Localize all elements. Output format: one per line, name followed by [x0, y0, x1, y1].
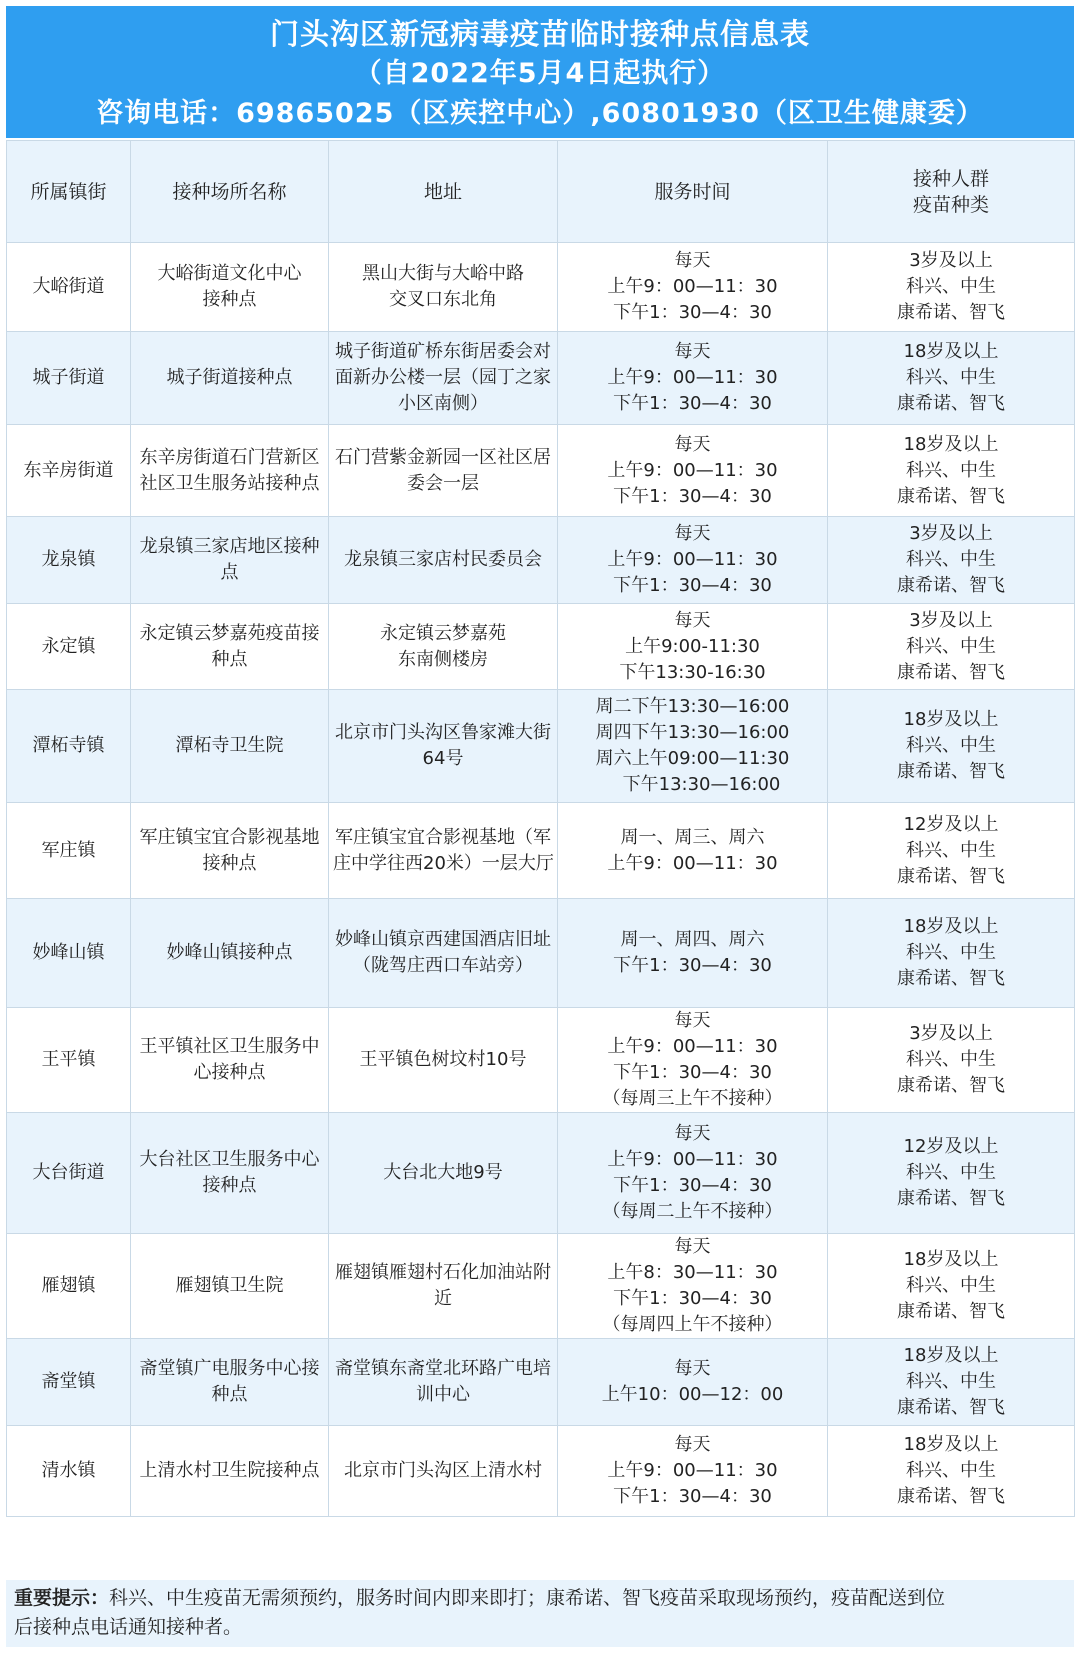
cell-text-line: 下午1：30—4：30 — [613, 575, 772, 596]
important-notice — [6, 1580, 1074, 1647]
cell-text-line: 军庄镇宝宜合影视基地 — [139, 826, 320, 848]
table-row — [7, 332, 1075, 425]
effective-date: （自2022年5月4日起执行） — [354, 58, 726, 89]
cell-text-line: 上午8：30—11：30 — [607, 1262, 778, 1283]
service-hours-cell — [558, 425, 828, 517]
cell-text-line: 妙峰山镇京西建国酒店旧址 — [335, 929, 551, 950]
cell-text-line: 城子街道 — [32, 367, 105, 388]
cell-text-line: 训中心 — [416, 1384, 470, 1405]
cell-text-line: 接种点 — [202, 289, 257, 310]
cell-text-line: 北京市门头沟区鲁家滩大街 — [335, 722, 551, 743]
cell-text-line: 龙泉镇三家店地区接种 — [139, 536, 320, 557]
site-name-cell — [131, 604, 329, 690]
notice-label: 重要提示： — [14, 1587, 110, 1609]
site-name-cell — [131, 690, 329, 803]
address-cell — [329, 1113, 558, 1234]
address-cell — [329, 332, 558, 425]
cell-text-line: 大峪街道 — [32, 276, 105, 297]
cell-text-line: 科兴、中生 — [906, 1275, 996, 1296]
town-cell — [7, 1339, 131, 1426]
cell-text-line: （每周二上午不接种） — [602, 1201, 783, 1222]
cell-text-line: 18岁及以上 — [903, 1249, 999, 1270]
cell-text-line: 妙峰山镇接种点 — [166, 942, 293, 963]
cell-text-line: 上午9：00—11：30 — [607, 276, 778, 297]
cell-text-line: 下午1：30—4：30 — [613, 393, 772, 414]
cell-text-line: 雁翅镇 — [41, 1275, 96, 1296]
cell-text-line: 庄中学往西20米）一层大厅 — [333, 852, 554, 874]
cell-text-line: 每天 — [674, 523, 711, 544]
cell-text-line: 心接种点 — [193, 1062, 266, 1083]
cell-text-line: 科兴、中生 — [906, 839, 996, 861]
cell-text-line: （陇驾庄西口车站旁） — [353, 955, 533, 976]
cell-text-line: 康希诺、智飞 — [897, 485, 1005, 507]
cell-text-line: 周一、周四、周六 — [620, 929, 765, 950]
cell-text-line: 王平镇 — [41, 1049, 96, 1070]
cell-text-line: 黑山大街与大峪中路 — [362, 263, 524, 284]
table-row — [7, 1113, 1075, 1234]
target-group-cell — [828, 1008, 1075, 1113]
header-site-name — [131, 141, 329, 243]
cell-text-line: 3岁及以上 — [909, 609, 993, 631]
cell-text-line: 交叉口东北角 — [389, 289, 497, 310]
hotline: 咨询电话：69865025（区疾控中心）,60801930（区卫生健康委） — [96, 98, 984, 129]
cell-text-line: 龙泉镇三家店村民委员会 — [344, 549, 542, 570]
header-service-hours — [558, 141, 828, 243]
cell-text-line: 下午1：30—4：30 — [613, 1175, 772, 1196]
cell-text-line: 每天 — [674, 341, 711, 362]
target-group-cell — [828, 243, 1075, 332]
cell-text-line: 康希诺、智飞 — [897, 1397, 1005, 1418]
cell-text-line: 清水镇 — [41, 1460, 96, 1481]
cell-text-line: 军庄镇 — [41, 839, 96, 861]
cell-text-line: 城子街道矿桥东街居委会对 — [335, 341, 551, 362]
cell-text-line: 雁翅镇卫生院 — [175, 1275, 284, 1296]
cell-text-line: 妙峰山镇 — [32, 942, 105, 963]
cell-text-line: 下午13:30-16:30 — [619, 661, 766, 683]
cell-text-line: 周二下午13:30—16:00 — [595, 696, 790, 717]
cell-text-line: 东南侧楼房 — [398, 648, 488, 670]
cell-text-line: 大峪街道文化中心 — [157, 263, 302, 284]
cell-text-line: 潭柘寺卫生院 — [175, 735, 284, 756]
cell-text-line: 科兴、中生 — [906, 1371, 996, 1392]
site-name-cell — [131, 425, 329, 517]
cell-text-line: 康希诺、智飞 — [897, 1075, 1005, 1096]
cell-text-line: 上午9：00—11：30 — [607, 852, 778, 874]
cell-text-line: 康希诺、智飞 — [897, 575, 1005, 596]
cell-text-line: 上午9：00—11：30 — [607, 1036, 778, 1057]
cell-text-line: 石门营紫金新园一区社区居 — [335, 446, 551, 468]
header-label: 所属镇街 — [30, 180, 107, 203]
address-cell — [329, 243, 558, 332]
cell-text-line: （每周四上午不接种） — [602, 1314, 783, 1335]
cell-text-line: 王平镇色树坟村10号 — [359, 1049, 527, 1070]
table-row — [7, 690, 1075, 803]
table-row — [7, 517, 1075, 604]
table-row — [7, 243, 1075, 332]
cell-text-line: 3岁及以上 — [909, 1023, 993, 1044]
cell-text-line: 每天 — [674, 1358, 711, 1379]
town-cell — [7, 425, 131, 517]
cell-text-line: 18岁及以上 — [903, 916, 999, 937]
service-hours-cell — [558, 1339, 828, 1426]
cell-text-line: 18岁及以上 — [903, 341, 999, 362]
address-cell — [329, 690, 558, 803]
target-group-cell — [828, 425, 1075, 517]
cell-text-line: 斋堂镇东斋堂北环路广电培 — [335, 1358, 551, 1379]
header-label: 接种场所名称 — [172, 180, 287, 203]
cell-text-line: 18岁及以上 — [903, 709, 999, 730]
address-cell — [329, 1339, 558, 1426]
cell-text-line: 康希诺、智飞 — [897, 1188, 1005, 1209]
cell-text-line: 3岁及以上 — [909, 523, 993, 544]
cell-text-line: 康希诺、智飞 — [897, 302, 1005, 323]
cell-text-line: 城子街道接种点 — [166, 367, 293, 388]
target-group-cell — [828, 332, 1075, 425]
cell-text-line: 上午10：00—12：00 — [601, 1384, 784, 1405]
notice-text-line1: 科兴、中生疫苗无需须预约，服务时间内即来即打；康希诺、智飞疫苗采取现场预约，疫苗配送到位 — [109, 1587, 946, 1609]
header-label: 疫苗种类 — [912, 193, 989, 216]
address-cell — [329, 425, 558, 517]
target-group-cell — [828, 690, 1075, 803]
town-cell — [7, 604, 131, 690]
cell-text-line: 周四下午13:30—16:00 — [595, 722, 790, 743]
cell-text-line: 每天 — [674, 250, 711, 271]
cell-text-line: 科兴、中生 — [906, 459, 996, 481]
cell-text-line: 上午9：00—11：30 — [607, 1149, 778, 1170]
cell-text-line: 种点 — [211, 648, 248, 670]
header-label: 地址 — [423, 180, 462, 203]
cell-text-line: 社区卫生服务站接种点 — [139, 472, 320, 494]
cell-text-line: 每天 — [674, 1123, 711, 1144]
target-group-cell — [828, 899, 1075, 1008]
cell-text-line: 上午9:00-11:30 — [625, 635, 760, 657]
target-group-cell — [828, 517, 1075, 604]
cell-text-line: 永定镇云梦嘉苑疫苗接 — [139, 622, 320, 644]
site-name-cell — [131, 1008, 329, 1113]
cell-text-line: 科兴、中生 — [906, 1162, 996, 1183]
cell-text-line: 军庄镇宝宜合影视基地（军 — [335, 826, 551, 848]
table-row — [7, 803, 1075, 899]
cell-text-line: （每周三上午不接种） — [602, 1088, 783, 1109]
table-header-row — [7, 141, 1075, 243]
site-name-cell — [131, 517, 329, 604]
cell-text-line: 康希诺、智飞 — [897, 968, 1005, 989]
header-town — [7, 141, 131, 243]
town-cell — [7, 899, 131, 1008]
header-target-group — [828, 141, 1075, 243]
cell-text-line: 龙泉镇 — [41, 549, 96, 570]
cell-text-line: 科兴、中生 — [906, 635, 996, 657]
town-cell — [7, 1426, 131, 1517]
cell-text-line: 科兴、中生 — [906, 367, 996, 388]
cell-text-line: 下午1：30—4：30 — [613, 1486, 772, 1507]
cell-text-line: 下午1：30—4：30 — [613, 485, 772, 507]
table-row — [7, 1426, 1075, 1517]
town-cell — [7, 332, 131, 425]
cell-text-line: 王平镇社区卫生服务中 — [139, 1036, 320, 1057]
town-cell — [7, 803, 131, 899]
town-cell — [7, 1008, 131, 1113]
cell-text-line: 18岁及以上 — [903, 1345, 999, 1366]
cell-text-line: 委会一层 — [407, 472, 479, 494]
cell-text-line: 康希诺、智飞 — [897, 393, 1005, 414]
town-cell — [7, 690, 131, 803]
service-hours-cell — [558, 1426, 828, 1517]
cell-text-line: 科兴、中生 — [906, 942, 996, 963]
cell-text-line: 下午1：30—4：30 — [613, 955, 772, 976]
cell-text-line: 每天 — [674, 1236, 711, 1257]
target-group-cell — [828, 1339, 1075, 1426]
service-hours-cell — [558, 803, 828, 899]
cell-text-line: 周六上午09:00—11:30 — [595, 748, 790, 769]
header-label: 服务时间 — [654, 180, 731, 203]
cell-text-line: 潭柘寺镇 — [32, 735, 105, 756]
service-hours-cell — [558, 899, 828, 1008]
service-hours-cell — [558, 690, 828, 803]
service-hours-cell — [558, 1008, 828, 1113]
target-group-cell — [828, 1426, 1075, 1517]
cell-text-line: 上午9：00—11：30 — [607, 367, 778, 388]
cell-text-line: 科兴、中生 — [906, 1460, 996, 1481]
address-cell — [329, 1008, 558, 1113]
page-title: 门头沟区新冠病毒疫苗临时接种点信息表 — [269, 17, 810, 51]
site-name-cell — [131, 803, 329, 899]
header-label: 接种人群 — [912, 167, 989, 190]
cell-text-line: 每天 — [674, 1010, 711, 1031]
cell-text-line: 每天 — [674, 609, 711, 631]
cell-text-line: 上清水村卫生院接种点 — [139, 1460, 320, 1481]
target-group-cell — [828, 1113, 1075, 1234]
site-name-cell — [131, 1339, 329, 1426]
service-hours-cell — [558, 243, 828, 332]
cell-text-line: 小区南侧） — [398, 393, 488, 414]
site-name-cell — [131, 332, 329, 425]
cell-text-line: 周一、周三、周六 — [620, 826, 765, 848]
cell-text-line: 点 — [220, 562, 239, 583]
vaccination-sites-table — [6, 140, 1075, 1517]
cell-text-line: 永定镇云梦嘉苑 — [380, 622, 506, 644]
town-cell — [7, 243, 131, 332]
cell-text-line: 康希诺、智飞 — [897, 1486, 1005, 1507]
cell-text-line: 上午9：00—11：30 — [607, 549, 778, 570]
cell-text-line: 大台社区卫生服务中心 — [139, 1149, 320, 1170]
cell-text-line: 64号 — [422, 748, 464, 769]
cell-text-line: 科兴、中生 — [906, 735, 996, 756]
table-row — [7, 425, 1075, 517]
header-banner — [6, 6, 1074, 138]
cell-text-line: 北京市门头沟区上清水村 — [344, 1460, 542, 1481]
service-hours-cell — [558, 332, 828, 425]
cell-text-line: 康希诺、智飞 — [897, 865, 1005, 887]
table-row — [7, 899, 1075, 1008]
cell-text-line: 科兴、中生 — [906, 549, 996, 570]
cell-text-line: 康希诺、智飞 — [897, 761, 1005, 782]
cell-text-line: 东辛房街道石门营新区 — [139, 446, 320, 468]
table-row — [7, 1339, 1075, 1426]
cell-text-line: 斋堂镇广电服务中心接 — [139, 1358, 320, 1379]
cell-text-line: 18岁及以上 — [903, 1434, 999, 1455]
cell-text-line: 面新办公楼一层（园丁之家 — [335, 367, 551, 388]
address-cell — [329, 803, 558, 899]
cell-text-line: 下午1：30—4：30 — [613, 302, 772, 323]
cell-text-line: 12岁及以上 — [903, 813, 999, 835]
header-address — [329, 141, 558, 243]
cell-text-line: 大台北大地9号 — [383, 1162, 503, 1183]
cell-text-line: 斋堂镇 — [41, 1371, 96, 1392]
target-group-cell — [828, 803, 1075, 899]
cell-text-line: 每天 — [674, 1434, 711, 1455]
address-cell — [329, 899, 558, 1008]
cell-text-line: 雁翅镇雁翅村石化加油站附 — [335, 1262, 551, 1283]
table-body — [7, 243, 1075, 1517]
address-cell — [329, 604, 558, 690]
cell-text-line: 大台街道 — [32, 1162, 105, 1183]
town-cell — [7, 1234, 131, 1339]
town-cell — [7, 1113, 131, 1234]
cell-text-line: 接种点 — [202, 1175, 257, 1196]
cell-text-line: 科兴、中生 — [906, 276, 996, 297]
address-cell — [329, 1426, 558, 1517]
address-cell — [329, 517, 558, 604]
cell-text-line: 3岁及以上 — [909, 250, 993, 271]
table-row — [7, 604, 1075, 690]
cell-text-line: 下午1：30—4：30 — [613, 1062, 772, 1083]
target-group-cell — [828, 1234, 1075, 1339]
cell-text-line: 18岁及以上 — [903, 433, 999, 455]
cell-text-line: 科兴、中生 — [906, 1049, 996, 1070]
cell-text-line: 下午1：30—4：30 — [613, 1288, 772, 1309]
service-hours-cell — [558, 1113, 828, 1234]
service-hours-cell — [558, 517, 828, 604]
cell-text-line: 每天 — [674, 433, 711, 455]
address-cell — [329, 1234, 558, 1339]
table-row — [7, 1234, 1075, 1339]
town-cell — [7, 517, 131, 604]
site-name-cell — [131, 1426, 329, 1517]
cell-text-line: 接种点 — [202, 852, 257, 874]
site-name-cell — [131, 899, 329, 1008]
cell-text-line: 近 — [434, 1288, 452, 1309]
cell-text-line: 永定镇 — [41, 635, 96, 657]
site-name-cell — [131, 243, 329, 332]
cell-text-line: 种点 — [211, 1384, 248, 1405]
site-name-cell — [131, 1234, 329, 1339]
cell-text-line: 12岁及以上 — [903, 1136, 999, 1157]
notice-text-line2: 后接种点电话通知接种者。 — [14, 1616, 243, 1638]
cell-text-line: 东辛房街道 — [23, 459, 114, 481]
cell-text-line: 康希诺、智飞 — [897, 1301, 1005, 1322]
cell-text-line: 上午9：00—11：30 — [607, 1460, 778, 1481]
service-hours-cell — [558, 604, 828, 690]
cell-text-line: 康希诺、智飞 — [897, 661, 1005, 683]
target-group-cell — [828, 604, 1075, 690]
service-hours-cell — [558, 1234, 828, 1339]
site-name-cell — [131, 1113, 329, 1234]
cell-text-line: 下午13:30—16:00 — [604, 774, 781, 795]
cell-text-line: 上午9：00—11：30 — [607, 459, 778, 481]
table-row — [7, 1008, 1075, 1113]
